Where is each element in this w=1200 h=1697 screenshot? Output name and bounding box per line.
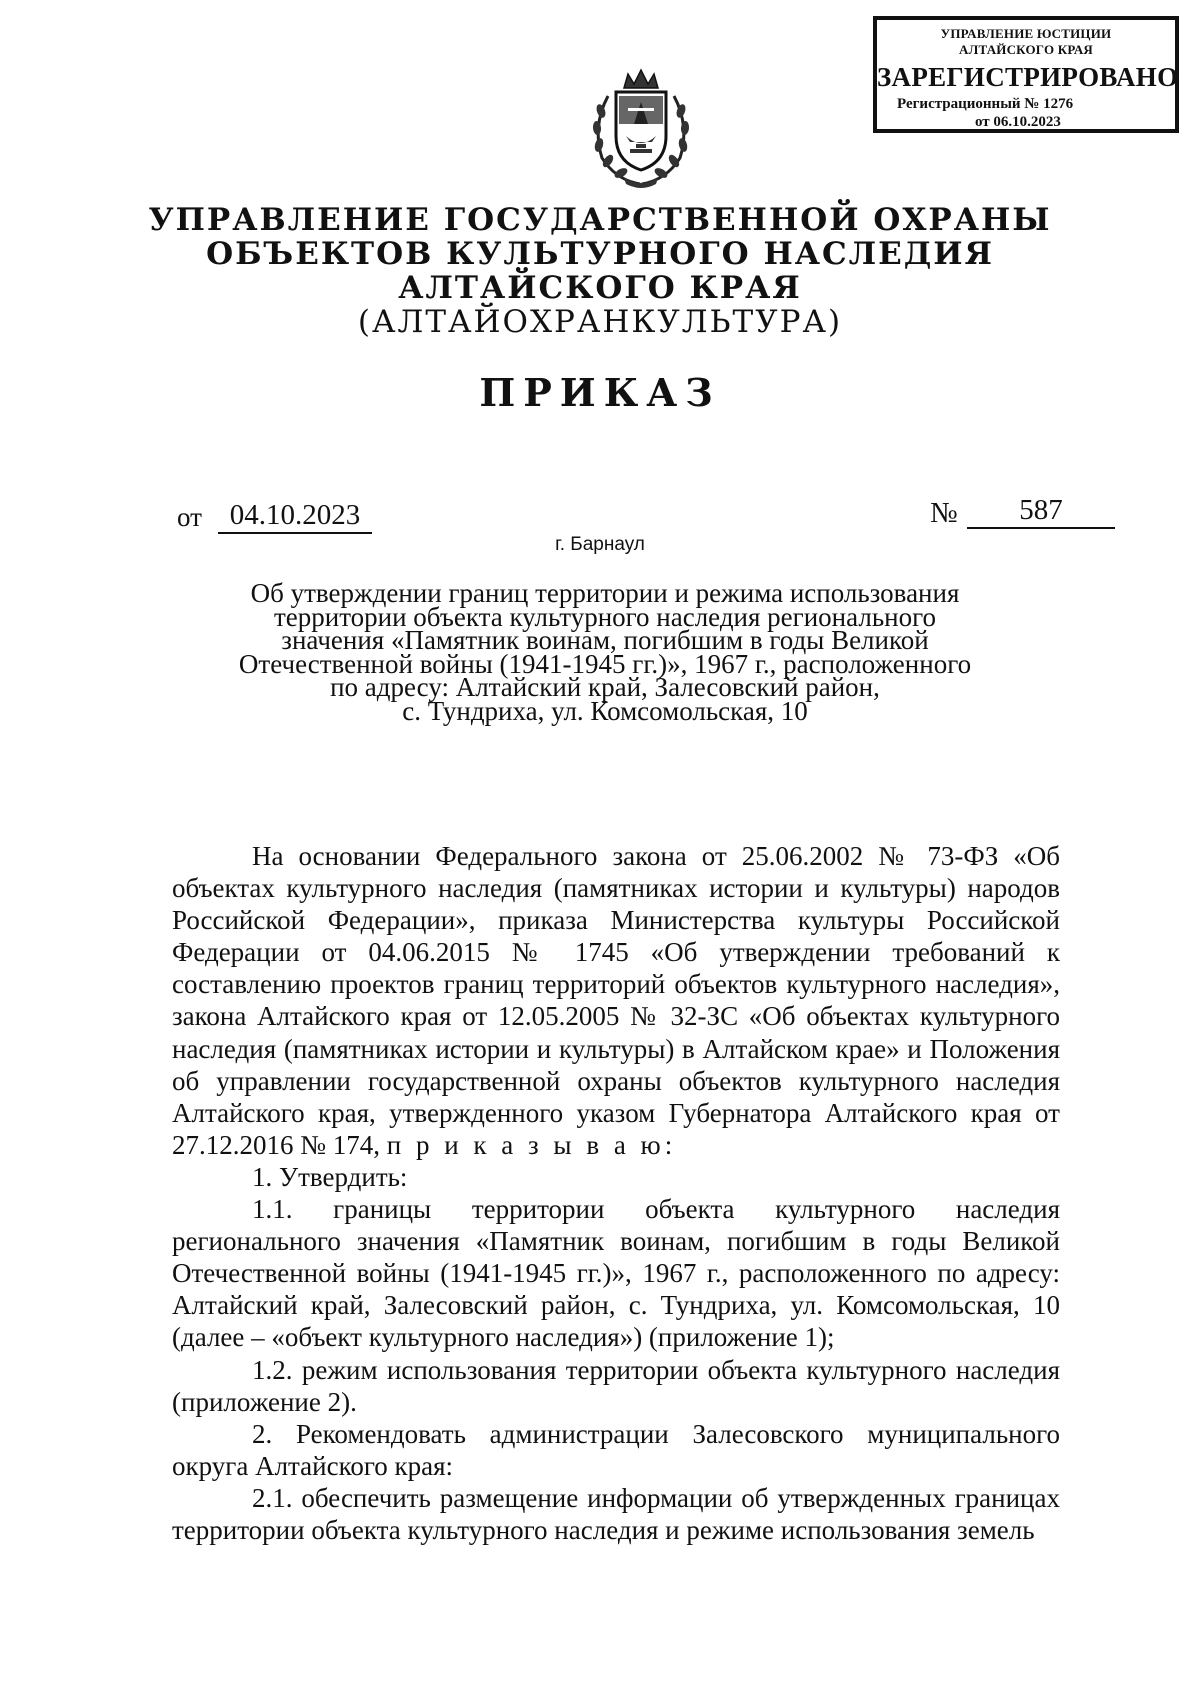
preamble-paragraph: [172, 840, 1060, 1161]
city: г. Барнаул: [555, 534, 645, 555]
subject-line: Отечественной войны (1941-1945 гг.)», 1967 г., расположенного: [238, 648, 972, 679]
stamp-org-line2: АЛТАЙСКОГО КРАЯ: [959, 42, 1093, 57]
coat-of-arms-icon: [586, 66, 696, 192]
stamp-org-line1: УПРАВЛЕНИЕ ЮСТИЦИИ: [940, 26, 1112, 41]
subject-line: значения «Памятник воинам, погибшим в годы Великой: [281, 625, 929, 655]
stamp-organization: [877, 26, 1175, 58]
header-line-4: (АЛТАЙОХРАНКУЛЬТУРА): [357, 304, 843, 340]
document-date: 04.10.2023: [218, 498, 372, 534]
subject-line: по адресу: Алтайский край, Залесовский район,: [330, 672, 880, 702]
item-1-2: 1.2. режим использования территории объекта культурного наследия (приложение 2).: [172, 1354, 1060, 1417]
document-number: 587: [967, 493, 1115, 529]
stamp-reg-date: от 06.10.2023: [975, 114, 1061, 130]
subject-line: с. Тундриха, ул. Комсомольская, 10: [402, 695, 808, 726]
subject-line: территории объекта культурного наследия регионального: [273, 601, 936, 632]
order-word: п р и к а з ы в а ю:: [386, 1129, 677, 1160]
header-line-1: УПРАВЛЕНИЕ ГОСУДАРСТВЕННОЙ ОХРАНЫ: [148, 202, 1052, 238]
item-2: 2. Рекомендовать администрации Залесовского муниципального округа Алтайского края:: [172, 1418, 1060, 1481]
item-1: 1. Утвердить:: [252, 1161, 408, 1192]
subject-line: Об утверждении границ территории и режима использования: [250, 578, 960, 608]
date-prefix: от: [177, 502, 202, 532]
document-type-title: ПРИКАЗ: [479, 370, 721, 415]
document-subject: [180, 578, 1030, 726]
number-sign: №: [930, 497, 958, 529]
header-line-2: ОБЪЕКТОВ КУЛЬТУРНОГО НАСЛЕДИЯ: [206, 236, 994, 272]
item-2-1: 2.1. обеспечить размещение информации об утвержденных границах территории объекта культурного наследия и режиме использования земель: [172, 1482, 1060, 1545]
preamble-text: На основании Федерального закона от 25.06.2002 № 73-ФЗ «Об объектах культурного наследия (памятниках истории и культуры) народов Российской Федерации», приказа Министерства культуры Российской Федерации от 04.06.2015 № 1745 «Об утверждении требований к составлению проектов границ территорий объектов культурного наследия», закона Алтайского края от 12.05.2005 № 32-ЗС «Об объектах культурного наследия (памятниках истории и культуры) в Алтайском крае» и Положения об управлении государственной охраны объектов культурного наследия Алтайского края, утвержденного указом Губернатора Алтайского края от 27.12.2016 № 174,: [172, 841, 1060, 1160]
document-body: [172, 840, 1060, 1546]
registration-stamp: [873, 16, 1179, 133]
header-line-3: АЛТАЙСКОГО КРАЯ: [398, 270, 802, 306]
stamp-status: ЗАРЕГИСТРИРОВАНО: [877, 62, 1179, 92]
stamp-reg-number: Регистрационный № 1276: [897, 96, 1074, 112]
item-1-1: 1.1. границы территории объекта культурного наследия регионального значения «Памятник воинам, погибшим в годы Великой Отечественной войны (1941-1945 гг.)», 1967 г., расположенного по адресу: Алтайский край, Залесовский район, с. Тундриха, ул. Комсомольская, 10 (далее – «объект культурного наследия») (приложение 1);: [172, 1194, 1060, 1353]
